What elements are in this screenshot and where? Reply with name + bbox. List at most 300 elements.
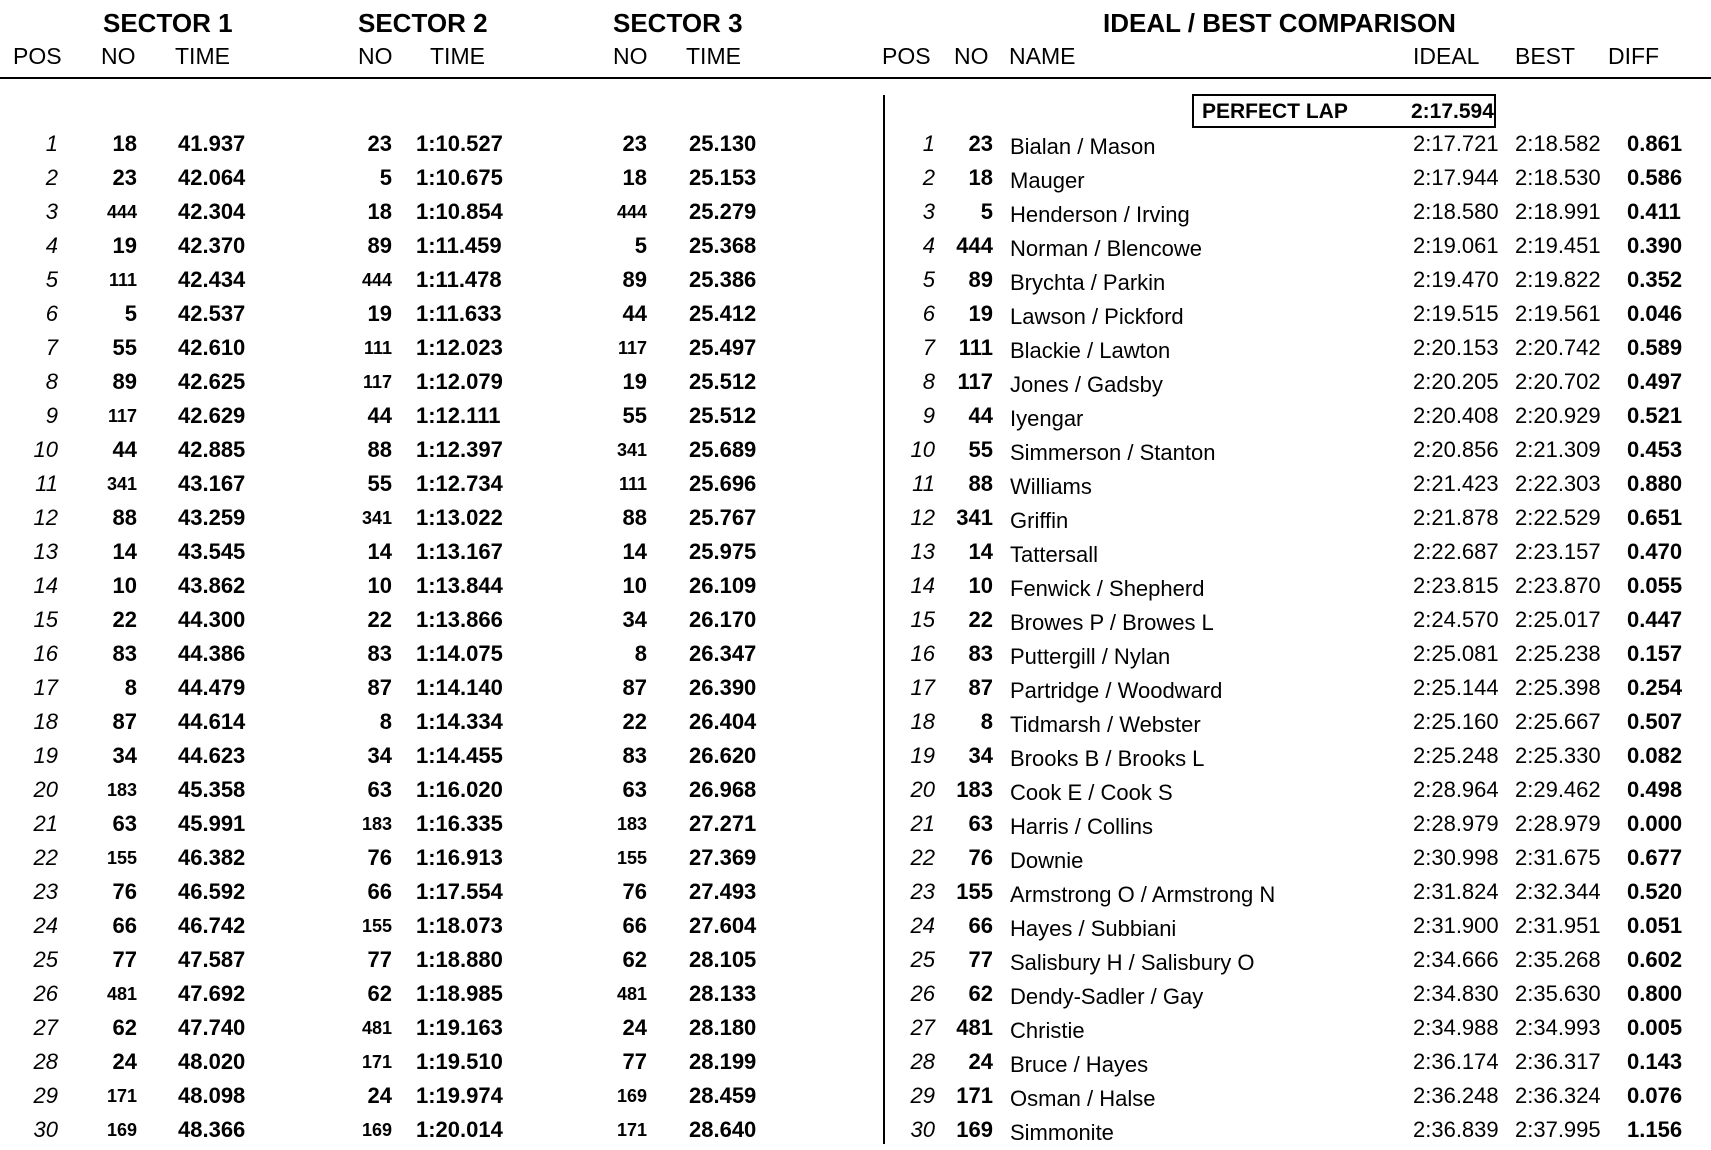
table-row (0, 569, 1711, 603)
table-row (0, 433, 1711, 467)
pos-cell: 24 (33, 913, 58, 938)
name-header: NAME (1009, 43, 1076, 69)
pos-cell: 30 (33, 1117, 58, 1142)
table-row (0, 501, 1711, 535)
sector3-no-cell: 89 (622, 267, 647, 292)
comparison-pos-cell: 1 (922, 131, 935, 156)
sector1-time-cell: 42.885 (178, 437, 246, 462)
pos-cell: 1 (45, 131, 58, 156)
sector1-no-cell: 44 (112, 437, 137, 462)
sector1-no-cell: 66 (112, 913, 137, 938)
pos-cell: 15 (33, 607, 58, 632)
table-row (0, 365, 1711, 399)
comparison-pos-cell: 14 (910, 573, 935, 598)
sector3-no-cell: 44 (622, 301, 647, 326)
best-time-cell: 2:25.398 (1515, 675, 1601, 700)
sector1-no-cell: 76 (112, 879, 137, 904)
comparison-pos-cell: 16 (910, 641, 935, 666)
comparison-no-cell: 23 (968, 131, 993, 156)
comparison-no-cell: 24 (968, 1049, 993, 1074)
driver-name-cell: Partridge / Woodward (1010, 678, 1223, 703)
sector1-time-cell: 47.692 (178, 981, 246, 1006)
driver-name-cell: Henderson / Irving (1010, 202, 1190, 227)
sector3-no-cell: 14 (622, 539, 647, 564)
sector2-time-cell: 1:11.478 (416, 267, 502, 292)
sector3-no-cell: 169 (616, 1086, 647, 1106)
sector2-no-cell: 76 (367, 845, 392, 870)
sector1-time-cell: 44.300 (178, 607, 246, 632)
best-time-cell: 2:21.309 (1515, 437, 1601, 462)
pos-cell: 26 (33, 981, 58, 1006)
sector1-no-cell: 8 (124, 675, 137, 700)
sector2-time-cell: 1:12.079 (416, 369, 503, 394)
driver-name-cell: Dendy-Sadler / Gay (1010, 984, 1204, 1009)
sector1-no-cell: 24 (112, 1049, 137, 1074)
sector3-no-cell: 55 (622, 403, 647, 428)
table-row (0, 399, 1711, 433)
sector2-time-cell: 1:19.974 (416, 1083, 503, 1108)
sector2-no-cell: 22 (367, 607, 392, 632)
sector2-time-cell: 1:12.023 (416, 335, 503, 360)
pos-cell: 23 (33, 879, 58, 904)
comparison-pos-cell: 19 (910, 743, 935, 768)
pos-cell: 21 (33, 811, 58, 836)
sector-2-title: SECTOR 2 (358, 8, 488, 38)
best-time-cell: 2:23.870 (1515, 573, 1601, 598)
sector3-no-cell: 155 (616, 848, 647, 868)
sector2-no-cell: 481 (361, 1018, 392, 1038)
sector2-time-cell: 1:10.527 (416, 131, 503, 156)
ideal-time-cell: 2:20.856 (1413, 437, 1499, 462)
sector2-no-cell: 171 (361, 1052, 392, 1072)
sector2-no-cell: 169 (361, 1120, 392, 1140)
ideal-time-cell: 2:25.160 (1413, 709, 1499, 734)
best-time-cell: 2:20.742 (1515, 335, 1601, 360)
sector2-no-cell: 89 (367, 233, 392, 258)
table-row (0, 467, 1711, 501)
sector3-time-cell: 27.369 (689, 845, 757, 870)
driver-name-cell: Griffin (1010, 508, 1069, 533)
ideal-time-cell: 2:17.721 (1413, 131, 1499, 156)
sector3-time-cell: 25.512 (689, 403, 757, 428)
best-time-cell: 2:22.529 (1515, 505, 1601, 530)
sector3-no-cell: 444 (616, 202, 647, 222)
sector2-time-cell: 1:14.075 (416, 641, 503, 666)
best-time-cell: 2:34.993 (1515, 1015, 1601, 1040)
sector1-time-cell: 43.167 (178, 471, 246, 496)
comparison-no-cell: 341 (956, 505, 993, 530)
best-time-cell: 2:25.017 (1515, 607, 1601, 632)
comparison-no-cell: 77 (968, 947, 993, 972)
pos-cell: 2 (45, 165, 58, 190)
sector3-time-cell: 25.368 (689, 233, 757, 258)
table-row (0, 1079, 1711, 1113)
table-row (0, 1045, 1711, 1079)
sector1-time-cell: 43.862 (178, 573, 246, 598)
sector-1-title: SECTOR 1 (103, 8, 233, 38)
ideal-header: IDEAL (1413, 43, 1480, 69)
sector2-time-cell: 1:12.111 (416, 403, 501, 428)
table-row (0, 807, 1711, 841)
comparison-pos-header: POS (882, 43, 931, 69)
pos-cell: 10 (33, 437, 58, 462)
comparison-no-cell: 169 (956, 1117, 993, 1142)
sector1-time-cell: 41.937 (178, 131, 246, 156)
sector1-time-cell: 42.434 (178, 267, 246, 292)
sector3-no-cell: 23 (622, 131, 647, 156)
sector3-time-cell: 27.493 (689, 879, 757, 904)
sector1-no-cell: 155 (106, 848, 137, 868)
comparison-no-cell: 87 (968, 675, 993, 700)
diff-cell: 0.051 (1627, 913, 1683, 938)
comparison-pos-cell: 22 (910, 845, 935, 870)
diff-cell: 0.143 (1627, 1049, 1683, 1074)
comparison-pos-cell: 5 (922, 267, 935, 292)
best-time-cell: 2:25.330 (1515, 743, 1601, 768)
sector1-no-cell: 10 (112, 573, 137, 598)
sector3-time-cell: 25.279 (689, 199, 757, 224)
sector3-time-cell: 28.105 (689, 947, 757, 972)
sector3-time-cell: 25.975 (689, 539, 757, 564)
sector2-no-cell: 23 (367, 131, 392, 156)
sector1-no-cell: 5 (124, 301, 137, 326)
driver-name-cell: Salisbury H / Salisbury O (1010, 950, 1255, 975)
sector2-no-cell: 10 (367, 573, 392, 598)
sector2-time-cell: 1:14.455 (416, 743, 503, 768)
sector1-time-cell: 42.064 (178, 165, 246, 190)
sector1-time-cell: 43.545 (178, 539, 246, 564)
ideal-time-cell: 2:31.900 (1413, 913, 1499, 938)
table-row (0, 297, 1711, 331)
sector1-time-cell: 45.358 (178, 777, 246, 802)
sector3-no-cell: 24 (622, 1015, 647, 1040)
sector2-time-cell: 1:16.335 (416, 811, 503, 836)
sector3-time-cell: 25.130 (689, 131, 757, 156)
diff-cell: 0.390 (1627, 233, 1683, 258)
comparison-pos-cell: 26 (910, 981, 935, 1006)
diff-cell: 0.507 (1627, 709, 1683, 734)
sector3-time-cell: 28.133 (689, 981, 757, 1006)
sector2-no-cell: 341 (361, 508, 392, 528)
sector1-no-cell: 111 (108, 270, 137, 290)
pos-cell: 19 (33, 743, 58, 768)
sector3-time-cell: 26.347 (689, 641, 757, 666)
table-row (0, 229, 1711, 263)
ideal-time-cell: 2:25.144 (1413, 675, 1499, 700)
driver-name-cell: Hayes / Subbiani (1010, 916, 1177, 941)
sector3-time-cell: 28.199 (689, 1049, 757, 1074)
driver-name-cell: Williams (1010, 474, 1092, 499)
sector3-no-cell: 22 (622, 709, 647, 734)
diff-cell: 0.589 (1627, 335, 1683, 360)
pos-header: POS (13, 43, 62, 69)
sector2-no-cell: 111 (363, 338, 392, 358)
sector1-time-cell: 48.020 (178, 1049, 246, 1074)
table-row (0, 637, 1711, 671)
comparison-no-cell: 171 (956, 1083, 993, 1108)
driver-name-cell: Tattersall (1010, 542, 1099, 567)
sector3-time-cell: 25.386 (689, 267, 757, 292)
pos-cell: 7 (45, 335, 58, 360)
driver-name-cell: Osman / Halse (1010, 1086, 1156, 1111)
best-time-cell: 2:35.630 (1515, 981, 1601, 1006)
best-time-cell: 2:32.344 (1515, 879, 1601, 904)
comparison-pos-cell: 23 (910, 879, 935, 904)
pos-cell: 18 (33, 709, 58, 734)
sector1-no-cell: 62 (112, 1015, 137, 1040)
diff-cell: 0.470 (1627, 539, 1683, 564)
ideal-time-cell: 2:28.979 (1413, 811, 1499, 836)
driver-name-cell: Armstrong O / Armstrong N (1010, 882, 1276, 907)
sector2-no-cell: 63 (367, 777, 392, 802)
diff-cell: 0.447 (1627, 607, 1683, 632)
sector2-no-cell: 155 (361, 916, 392, 936)
sector1-no-cell: 88 (112, 505, 137, 530)
sector2-time-cell: 1:20.014 (416, 1117, 503, 1142)
comparison-pos-cell: 2 (922, 165, 935, 190)
sector3-no-cell: 183 (616, 814, 647, 834)
pos-cell: 11 (35, 471, 58, 496)
diff-cell: 0.254 (1627, 675, 1683, 700)
diff-cell: 0.082 (1627, 743, 1683, 768)
sector2-time-cell: 1:13.866 (416, 607, 503, 632)
sector2-time-cell: 1:11.459 (416, 233, 502, 258)
driver-name-cell: Norman / Blencowe (1010, 236, 1202, 261)
driver-name-cell: Jones / Gadsby (1010, 372, 1163, 397)
driver-name-cell: Downie (1010, 848, 1084, 873)
pos-cell: 9 (45, 403, 58, 428)
sector2-no-cell: 5 (379, 165, 392, 190)
sector3-time-cell: 26.109 (689, 573, 757, 598)
comparison-pos-cell: 29 (910, 1083, 935, 1108)
sector1-no-cell: 77 (112, 947, 137, 972)
sector2-no-cell: 83 (367, 641, 392, 666)
sector2-no-cell: 14 (367, 539, 392, 564)
ideal-time-cell: 2:34.666 (1413, 947, 1499, 972)
diff-cell: 0.453 (1627, 437, 1683, 462)
s2-no-header: NO (358, 43, 393, 69)
comparison-pos-cell: 30 (910, 1117, 935, 1142)
ideal-time-cell: 2:36.248 (1413, 1083, 1499, 1108)
table-row (0, 875, 1711, 909)
comparison-pos-cell: 27 (910, 1015, 935, 1040)
comparison-no-cell: 481 (956, 1015, 993, 1040)
sector1-time-cell: 48.366 (178, 1117, 246, 1142)
sector3-time-cell: 25.412 (689, 301, 757, 326)
driver-name-cell: Christie (1010, 1018, 1085, 1043)
sector1-no-cell: 89 (112, 369, 137, 394)
sector1-no-cell: 18 (112, 131, 137, 156)
table-row (0, 1011, 1711, 1045)
pos-cell: 4 (45, 233, 58, 258)
diff-cell: 0.157 (1627, 641, 1683, 666)
comparison-pos-cell: 3 (922, 199, 935, 224)
pos-cell: 29 (33, 1083, 58, 1108)
table-row (0, 127, 1711, 161)
diff-cell: 0.602 (1627, 947, 1683, 972)
sector1-time-cell: 46.742 (178, 913, 246, 938)
sector3-time-cell: 26.620 (689, 743, 757, 768)
diff-cell: 0.651 (1627, 505, 1683, 530)
table-row (0, 977, 1711, 1011)
sector2-no-cell: 444 (361, 270, 392, 290)
sector2-no-cell: 24 (367, 1083, 392, 1108)
comparison-no-cell: 34 (968, 743, 993, 768)
sector2-no-cell: 19 (367, 301, 392, 326)
ideal-time-cell: 2:23.815 (1413, 573, 1499, 598)
sector2-time-cell: 1:16.020 (416, 777, 503, 802)
sector2-time-cell: 1:10.854 (416, 199, 503, 224)
sector3-no-cell: 117 (617, 338, 647, 358)
sector2-time-cell: 1:17.554 (416, 879, 503, 904)
sector1-time-cell: 42.304 (178, 199, 246, 224)
best-time-cell: 2:28.979 (1515, 811, 1601, 836)
sector3-no-cell: 10 (622, 573, 647, 598)
pos-cell: 28 (33, 1049, 58, 1074)
table-row (0, 671, 1711, 705)
comparison-no-header: NO (954, 43, 989, 69)
sector3-time-cell: 25.767 (689, 505, 757, 530)
sector2-time-cell: 1:18.985 (416, 981, 503, 1006)
comparison-pos-cell: 7 (922, 335, 935, 360)
driver-name-cell: Puttergill / Nylan (1010, 644, 1171, 669)
sector3-time-cell: 25.689 (689, 437, 757, 462)
sector3-time-cell: 25.696 (689, 471, 757, 496)
sector1-time-cell: 46.592 (178, 879, 246, 904)
comparison-no-cell: 183 (956, 777, 993, 802)
sector3-no-cell: 111 (618, 474, 647, 494)
sector1-no-cell: 63 (112, 811, 137, 836)
sector1-time-cell: 44.614 (178, 709, 246, 734)
sector2-time-cell: 1:13.022 (416, 505, 503, 530)
sector2-no-cell: 44 (367, 403, 392, 428)
sector2-time-cell: 1:13.844 (416, 573, 503, 598)
sector1-time-cell: 48.098 (178, 1083, 246, 1108)
ideal-time-cell: 2:21.878 (1413, 505, 1499, 530)
table-row (0, 1113, 1711, 1147)
comparison-pos-cell: 28 (910, 1049, 935, 1074)
comparison-no-cell: 89 (968, 267, 993, 292)
table-row (0, 603, 1711, 637)
pos-cell: 5 (45, 267, 58, 292)
ideal-time-cell: 2:19.470 (1413, 267, 1499, 292)
driver-name-cell: Iyengar (1010, 406, 1084, 431)
sector3-no-cell: 19 (622, 369, 647, 394)
s2-time-header: TIME (430, 43, 485, 69)
comparison-no-cell: 18 (968, 165, 993, 190)
comparison-pos-cell: 13 (910, 539, 935, 564)
s3-no-header: NO (613, 43, 648, 69)
sector1-time-cell: 42.610 (178, 335, 246, 360)
pos-cell: 17 (33, 675, 58, 700)
driver-name-cell: Bruce / Hayes (1010, 1052, 1149, 1077)
diff-cell: 0.800 (1627, 981, 1683, 1006)
ideal-time-cell: 2:25.248 (1413, 743, 1499, 768)
best-time-cell: 2:36.324 (1515, 1083, 1601, 1108)
sector2-time-cell: 1:16.913 (416, 845, 503, 870)
sector2-time-cell: 1:19.510 (416, 1049, 503, 1074)
comparison-pos-cell: 12 (910, 505, 935, 530)
driver-name-cell: Simmonite (1010, 1120, 1114, 1145)
diff-cell: 0.352 (1627, 267, 1683, 292)
comparison-no-cell: 155 (956, 879, 993, 904)
best-time-cell: 2:31.951 (1515, 913, 1601, 938)
ideal-time-cell: 2:19.061 (1413, 233, 1499, 258)
pos-cell: 3 (45, 199, 58, 224)
sector3-time-cell: 26.404 (689, 709, 757, 734)
comparison-pos-cell: 11 (912, 471, 935, 496)
comparison-no-cell: 62 (968, 981, 993, 1006)
sector1-no-cell: 55 (112, 335, 137, 360)
sector3-time-cell: 25.153 (689, 165, 757, 190)
comparison-no-cell: 117 (957, 369, 993, 394)
driver-name-cell: Fenwick / Shepherd (1010, 576, 1205, 601)
pos-cell: 27 (33, 1015, 58, 1040)
best-time-cell: 2:29.462 (1515, 777, 1601, 802)
sector1-time-cell: 44.479 (178, 675, 246, 700)
pos-cell: 16 (33, 641, 58, 666)
sector3-time-cell: 26.390 (689, 675, 757, 700)
s1-time-header: TIME (175, 43, 230, 69)
comparison-no-cell: 19 (968, 301, 993, 326)
sector2-time-cell: 1:13.167 (416, 539, 503, 564)
sector2-no-cell: 55 (367, 471, 392, 496)
sector2-no-cell: 183 (361, 814, 392, 834)
sector1-no-cell: 481 (106, 984, 137, 1004)
ideal-time-cell: 2:25.081 (1413, 641, 1499, 666)
sector1-no-cell: 83 (112, 641, 137, 666)
sector2-time-cell: 1:18.880 (416, 947, 503, 972)
comparison-pos-cell: 24 (910, 913, 935, 938)
comparison-no-cell: 14 (968, 539, 993, 564)
diff-cell: 0.521 (1627, 403, 1683, 428)
sector1-time-cell: 43.259 (178, 505, 246, 530)
best-time-cell: 2:19.822 (1515, 267, 1601, 292)
comparison-no-cell: 5 (980, 199, 993, 224)
ideal-time-cell: 2:34.830 (1413, 981, 1499, 1006)
sector1-no-cell: 169 (106, 1120, 137, 1140)
comparison-pos-cell: 20 (910, 777, 935, 802)
sector1-no-cell: 341 (106, 474, 137, 494)
sector3-no-cell: 34 (622, 607, 647, 632)
comparison-no-cell: 63 (968, 811, 993, 836)
driver-name-cell: Browes P / Browes L (1010, 610, 1214, 635)
ideal-time-cell: 2:36.174 (1413, 1049, 1499, 1074)
comparison-no-cell: 22 (968, 607, 993, 632)
sector2-time-cell: 1:12.734 (416, 471, 503, 496)
comparison-no-cell: 10 (968, 573, 993, 598)
driver-name-cell: Brychta / Parkin (1010, 270, 1166, 295)
sector2-no-cell: 34 (367, 743, 392, 768)
sector1-time-cell: 42.629 (178, 403, 246, 428)
sector2-time-cell: 1:14.140 (416, 675, 503, 700)
table-row (0, 331, 1711, 365)
ideal-time-cell: 2:17.944 (1413, 165, 1499, 190)
sector2-time-cell: 1:11.633 (416, 301, 502, 326)
sector3-no-cell: 341 (616, 440, 647, 460)
pos-cell: 13 (33, 539, 58, 564)
sector2-no-cell: 18 (367, 199, 392, 224)
sector1-no-cell: 14 (112, 539, 137, 564)
sector1-time-cell: 45.991 (178, 811, 246, 836)
comparison-no-cell: 66 (968, 913, 993, 938)
sector3-time-cell: 27.271 (689, 811, 757, 836)
comparison-no-cell: 8 (980, 709, 993, 734)
driver-name-cell: Tidmarsh / Webster (1010, 712, 1201, 737)
perfect-lap-box (1192, 94, 1496, 128)
table-row (0, 943, 1711, 977)
table-row (0, 161, 1711, 195)
